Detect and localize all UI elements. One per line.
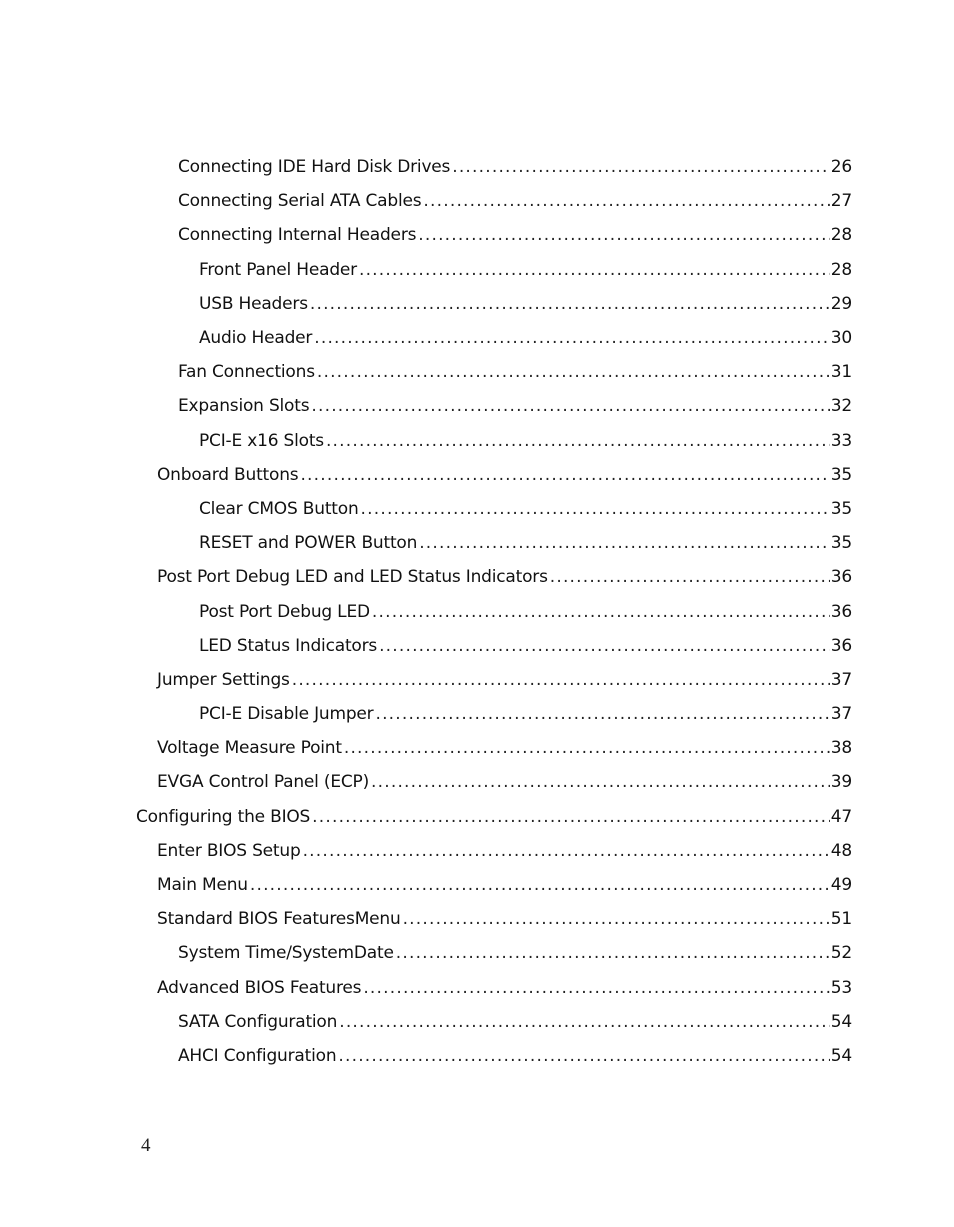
dot-leader [303, 841, 830, 861]
toc-entry-page: 48 [830, 840, 852, 861]
toc-entry[interactable] [0, 936, 954, 970]
toc-entry-title: Connecting Serial ATA Cables [178, 191, 422, 212]
dot-leader [396, 943, 830, 963]
toc-entry-title: Connecting Internal Headers [178, 225, 417, 246]
toc-entry[interactable] [0, 458, 954, 492]
toc-entry[interactable] [0, 594, 954, 628]
toc-entry-page: 26 [830, 157, 852, 178]
toc-entry[interactable] [0, 253, 954, 287]
toc-entry-page: 31 [830, 362, 852, 383]
toc-entry[interactable] [0, 492, 954, 526]
dot-leader [338, 1046, 829, 1066]
toc-entry-title: Connecting IDE Hard Disk Drives [178, 157, 451, 178]
toc-entry[interactable] [0, 731, 954, 765]
toc-entry-page: 53 [830, 977, 852, 998]
toc-entry-title: System Time/SystemDate [178, 943, 394, 964]
toc-entry-title: RESET and POWER Button [199, 533, 418, 554]
toc-entry-title: EVGA Control Panel (ECP) [157, 772, 370, 793]
toc-entry-title: Clear CMOS Button [199, 498, 359, 519]
toc-entry-title: LED Status Indicators [199, 635, 378, 656]
toc-entry-page: 29 [830, 293, 852, 314]
toc-entry-page: 35 [830, 533, 852, 554]
toc-entry-title: Voltage Measure Point [157, 738, 342, 759]
dot-leader [418, 225, 830, 245]
dot-leader [326, 431, 830, 451]
toc-entry[interactable] [0, 321, 954, 355]
toc-entry[interactable] [0, 287, 954, 321]
toc-entry-page: 36 [830, 567, 852, 588]
toc-entry[interactable] [0, 150, 954, 184]
dot-leader [372, 602, 830, 622]
dot-leader [403, 909, 830, 929]
toc-entry-page: 33 [830, 430, 852, 451]
toc-entry-page: 38 [830, 738, 852, 759]
toc-entry-title: Onboard Buttons [157, 464, 299, 485]
dot-leader [419, 533, 830, 553]
toc-entry[interactable] [0, 697, 954, 731]
toc-entry-page: 51 [830, 909, 852, 930]
toc-entry-title: Standard BIOS FeaturesMenu [157, 909, 401, 930]
dot-leader [452, 157, 830, 177]
toc-entry-title: Audio Header [199, 328, 313, 349]
toc-entry-page: 54 [830, 1045, 852, 1066]
toc-entry-page: 28 [830, 259, 852, 280]
toc-entry-title: Post Port Debug LED and LED Status Indicators [157, 567, 548, 588]
toc-entry[interactable] [0, 868, 954, 902]
toc-entry-page: 54 [830, 1011, 852, 1032]
toc-entry-page: 27 [830, 191, 852, 212]
dot-leader [359, 260, 830, 280]
toc-entry-page: 35 [830, 464, 852, 485]
toc-entry-page: 39 [830, 772, 852, 793]
toc-entry[interactable] [0, 629, 954, 663]
dot-leader [317, 362, 830, 382]
dot-leader [361, 499, 830, 519]
dot-leader [310, 294, 830, 314]
dot-leader [363, 978, 829, 998]
dot-leader [300, 465, 829, 485]
toc-entry-title: Enter BIOS Setup [157, 840, 301, 861]
table-of-contents [0, 150, 954, 1073]
dot-leader [339, 1012, 830, 1032]
dot-leader [379, 636, 830, 656]
dot-leader [375, 704, 829, 724]
toc-entry-title: SATA Configuration [178, 1011, 338, 1032]
toc-entry-page: 37 [830, 704, 852, 725]
toc-entry-page: 49 [830, 875, 852, 896]
toc-entry[interactable] [0, 834, 954, 868]
toc-entry[interactable] [0, 424, 954, 458]
toc-entry[interactable] [0, 389, 954, 423]
toc-entry-page: 52 [830, 943, 852, 964]
dot-leader [344, 738, 830, 758]
toc-entry-title: PCI-E x16 Slots [199, 430, 324, 451]
toc-entry-title: Post Port Debug LED [199, 601, 370, 622]
dot-leader [423, 191, 829, 211]
dot-leader [550, 567, 830, 587]
toc-entry-page: 47 [830, 806, 852, 827]
toc-entry-title: AHCI Configuration [178, 1045, 337, 1066]
toc-entry-title: Front Panel Header [199, 259, 357, 280]
dot-leader [292, 670, 830, 690]
toc-entry[interactable] [0, 971, 954, 1005]
toc-entry-page: 30 [830, 328, 852, 349]
toc-entry[interactable] [0, 902, 954, 936]
toc-entry-page: 36 [830, 601, 852, 622]
dot-leader [312, 807, 830, 827]
toc-entry[interactable] [0, 218, 954, 252]
toc-entry-page: 37 [830, 669, 852, 690]
toc-entry[interactable] [0, 765, 954, 799]
toc-entry[interactable] [0, 184, 954, 218]
toc-entry[interactable] [0, 355, 954, 389]
toc-entry-title: PCI-E Disable Jumper [199, 704, 374, 725]
toc-entry[interactable] [0, 1039, 954, 1073]
toc-entry-title: Expansion Slots [178, 396, 310, 417]
dot-leader [311, 396, 829, 416]
page-number: 4 [141, 1135, 151, 1156]
toc-entry[interactable] [0, 663, 954, 697]
toc-entry-page: 35 [830, 498, 852, 519]
toc-entry-title: USB Headers [199, 293, 308, 314]
toc-entry-page: 36 [830, 635, 852, 656]
toc-entry[interactable] [0, 526, 954, 560]
toc-entry-title: Configuring the BIOS [136, 806, 311, 827]
toc-entry-page: 32 [830, 396, 852, 417]
toc-entry[interactable] [0, 560, 954, 594]
toc-entry-page: 28 [830, 225, 852, 246]
toc-entry-title: Fan Connections [178, 362, 315, 383]
toc-entry[interactable] [0, 1005, 954, 1039]
toc-entry[interactable] [0, 800, 954, 834]
toc-entry-title: Main Menu [157, 875, 248, 896]
dot-leader [371, 772, 830, 792]
toc-entry-title: Advanced BIOS Features [157, 977, 362, 998]
dot-leader [250, 875, 830, 895]
toc-entry-title: Jumper Settings [157, 669, 290, 690]
dot-leader [314, 328, 830, 348]
